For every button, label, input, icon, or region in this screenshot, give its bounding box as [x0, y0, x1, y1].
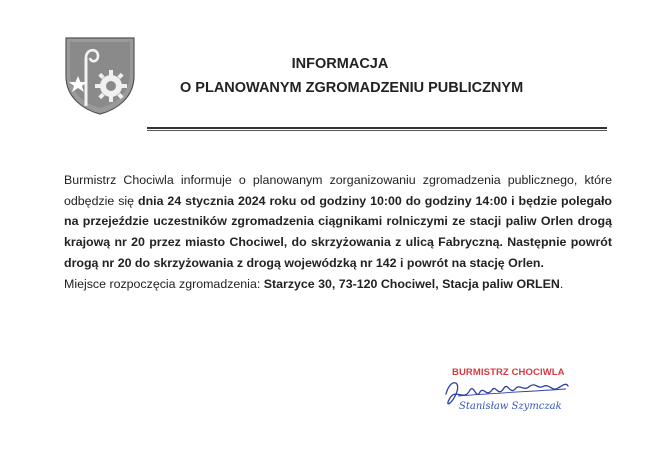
announcement-paragraph	[64, 170, 612, 274]
title-line-1: INFORMACJA	[291, 56, 389, 72]
chociwel-coat-of-arms-icon	[64, 36, 136, 116]
meeting-place: Miejsce rozpoczęcia zgromadzenia: Starzyce 30, 73-120 Chociwel, Stacja paliw ORLEN.	[64, 276, 564, 291]
announcement-body	[64, 170, 612, 294]
mayor-stamp-title: BURMISTRZ CHOCIWLA	[452, 367, 565, 378]
mayor-name: Stanisław Szymczak	[459, 401, 562, 412]
meeting-place-label: Miejsce rozpoczęcia zgromadzenia:	[64, 276, 264, 291]
header-divider	[147, 127, 607, 132]
paragraph-intro: Burmistrz Chociwla informuje o planowanym zorganizowaniu zgromadzenia publicznego, które odbędzie się	[64, 173, 612, 208]
paragraph-details: dnia 24 stycznia 2024 roku od godziny 10:00 do godziny 14:00 i będzie polegało na przejeździe uczestników zgromadzenia ciągnikami rolniczymi ze stacji paliw Orlen drogą krajową nr 20 przez miasto Chociwel, do skrzyżowania z ulicą Fabryczną. Następnie powrót drogą nr 20 do skrzyżowania z drogą wojewódzką nr 142 i powrót na stację Orlen.	[64, 193, 612, 270]
meeting-place-address: Starzyce 30, 73-120 Chociwel, Stacja paliw ORLEN	[263, 276, 560, 291]
title-line-2: O PLANOWANYM ZGROMADZENIU PUBLICZNYM	[180, 80, 524, 96]
document-title	[180, 52, 524, 100]
